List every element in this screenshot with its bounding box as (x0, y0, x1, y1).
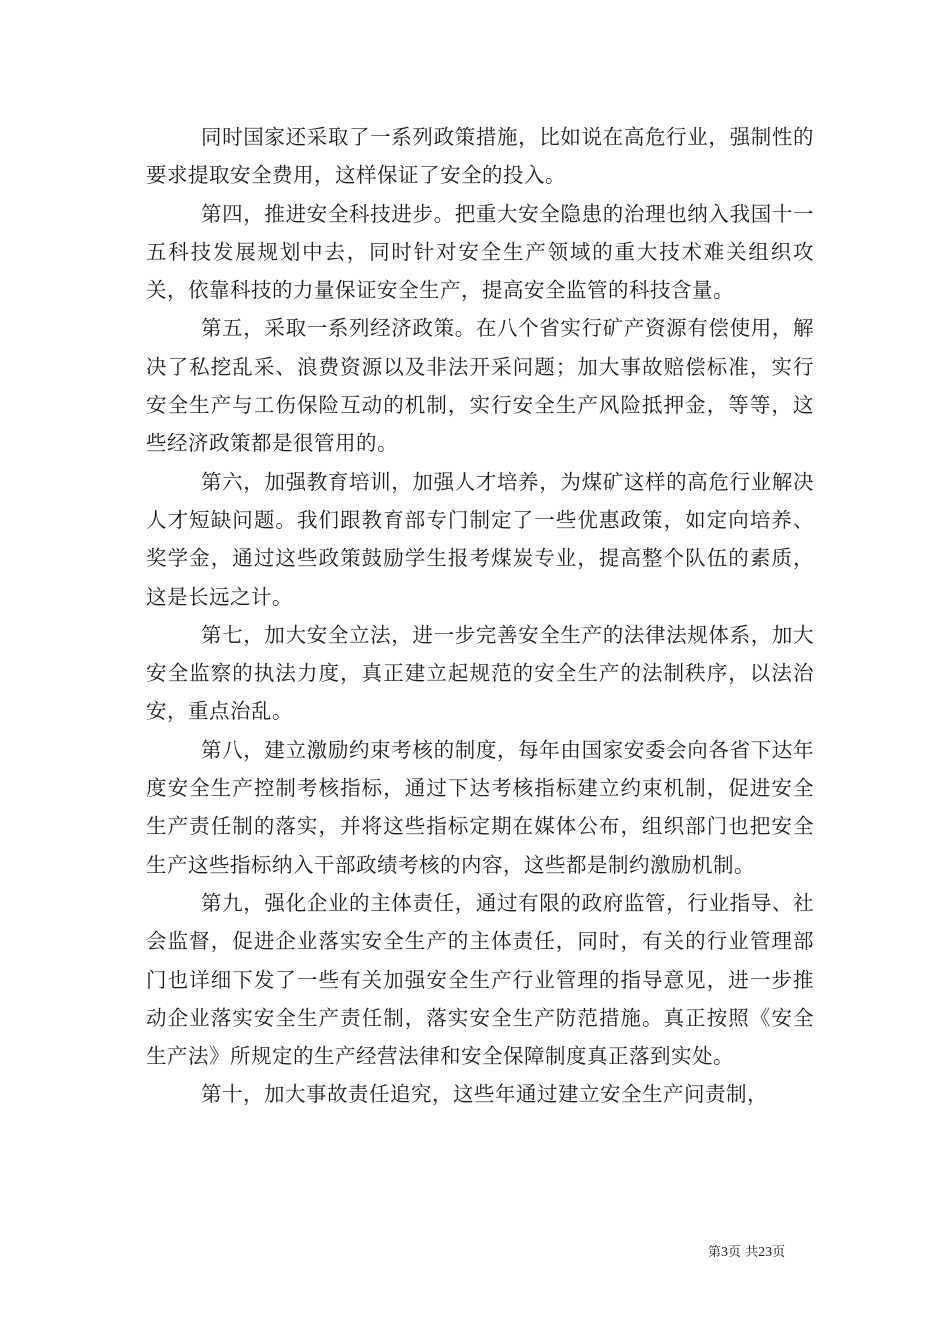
footer-total-pages: 23 (758, 1245, 773, 1260)
footer-suffix: 页 (772, 1245, 786, 1260)
body-text (146, 118, 814, 1114)
footer-middle: 页 共 (728, 1245, 759, 1260)
paragraph-safety-funding: 同时国家还采取了一系列政策措施，比如说在高危行业，强制性的要求提取安全费用，这样保证了安全的投入。 (146, 125, 814, 188)
paragraph-tenth-accountability: 第十，加大事故责任追究，这些年通过建立安全生产问责制， (201, 1082, 768, 1107)
paragraph-sixth-education: 第六，加强教育培训，加强人才培养，为煤矿这样的高危行业解决人才短缺问题。我们跟教育部专门制定了一些优惠政策，如定向培养、奖学金，通过这些政策鼓励学生报考煤炭专业，提高整个队伍的素质，这是长远之计。 (146, 469, 814, 609)
footer-current-page: 3 (721, 1245, 729, 1260)
paragraph-seventh-legislation: 第七，加大安全立法，进一步完善安全生产的法律法规体系，加大安全监察的执法力度，真正建立起规范的安全生产的法制秩序，以法治安，重点治乱。 (146, 622, 814, 724)
page-number-footer (708, 1244, 785, 1262)
paragraph-fourth-tech-progress: 第四，推进安全科技进步。把重大安全隐患的治理也纳入我国十一五科技发展规划中去，同时针对安全生产领域的重大技术难关组织攻关，依靠科技的力量保证安全生产，提高安全监管的科技含量。 (146, 201, 814, 303)
footer-prefix: 第 (708, 1245, 722, 1260)
paragraph-ninth-enterprise-duty: 第九，强化企业的主体责任，通过有限的政府监管，行业指导、社会监督，促进企业落实安全生产的主体责任，同时，有关的行业管理部门也详细下发了一些有关加强安全生产行业管理的指导意见，进一步推动企业落实安全生产责任制，落实安全生产防范措施。真正按照《安全生产法》所规定的生产经营法律和安全保障制度真正落到实处。 (146, 890, 814, 1069)
paragraph-fifth-economic-policy: 第五，采取一系列经济政策。在八个省实行矿产资源有偿使用，解决了私挖乱采、浪费资源以及非法开采问题；加大事故赔偿标准，实行安全生产与工伤保险互动的机制，实行安全生产风险抵押金，等等，这些经济政策都是很管用的。 (146, 316, 814, 456)
paragraph-eighth-incentives: 第八，建立激励约束考核的制度，每年由国家安委会向各省下达年度安全生产控制考核指标，通过下达考核指标建立约束机制，促进安全生产责任制的落实，并将这些指标定期在媒体公布，组织部门也把安全生产这些指标纳入干部政绩考核的内容，这些都是制约激励机制。 (146, 737, 814, 877)
